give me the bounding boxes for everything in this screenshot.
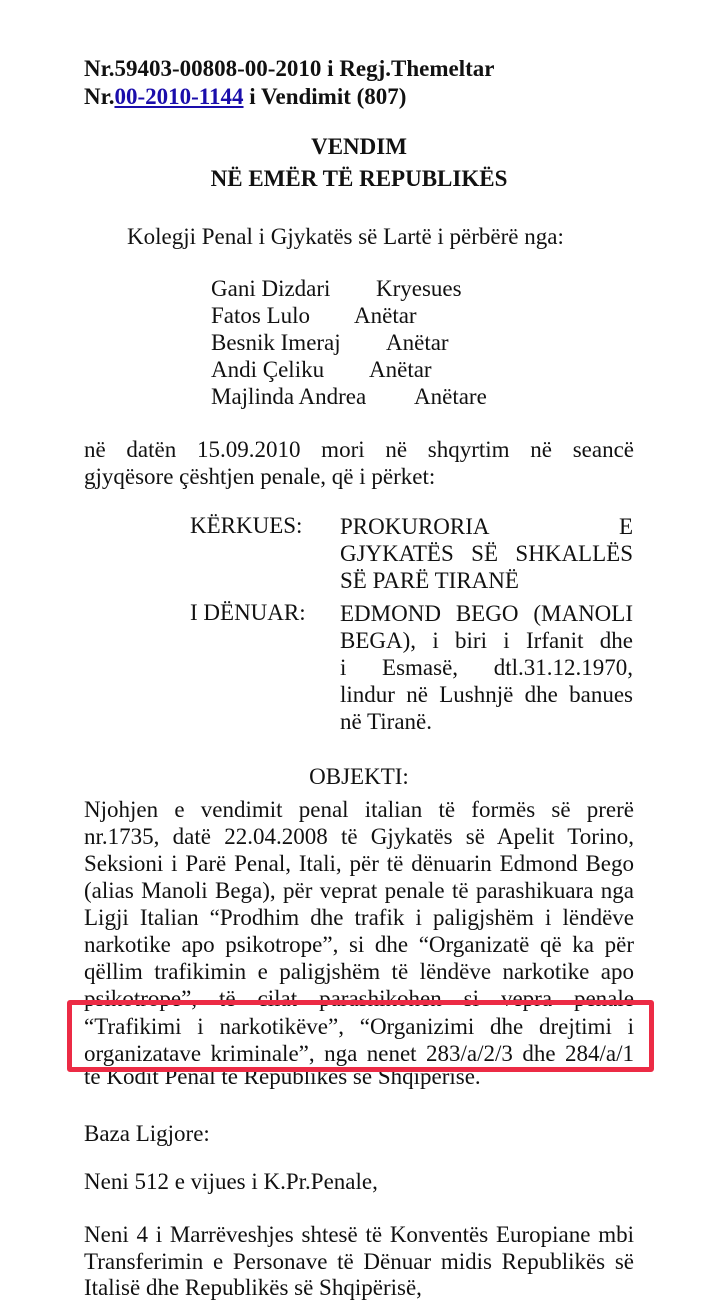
convicted-line: EDMOND BEGO (MANOLI: [340, 601, 633, 626]
convicted-line: në Tiranë.: [340, 709, 432, 734]
member-role: Anëtar: [354, 303, 417, 328]
decision-title: VENDIM: [311, 134, 407, 159]
court-intro: Kolegji Penal i Gjykatës së Lartë i përbërë nga:: [127, 224, 564, 249]
decision-number-prefix: Nr.: [84, 84, 115, 109]
requester-line: PROKURORIA E: [340, 514, 633, 539]
object-line-partial: [84, 1064, 634, 1089]
member-role: Kryesues: [376, 276, 462, 301]
object-line: të Kodit Penal të Republikës së Shqipërisë.: [84, 1064, 481, 1089]
legal-basis-heading: Baza Ligjore:: [84, 1121, 210, 1146]
member-name: Majlinda Andrea: [211, 384, 367, 409]
convicted-line: i Esmasë, dtl.31.12.1970,: [340, 655, 633, 680]
convicted-label: I DËNUAR:: [190, 600, 306, 625]
convicted-line: lindur në Lushnjë dhe banues: [340, 682, 633, 707]
convicted-block: [340, 600, 633, 735]
legal-basis-item: Neni 512 e vijues i K.Pr.Penale,: [84, 1169, 378, 1194]
decision-number-suffix: i Vendimit (807): [243, 84, 407, 109]
object-heading: OBJEKTI:: [309, 764, 409, 789]
object-line-partial: [84, 985, 634, 1011]
object-line: Ligji Italian “Prodhim dhe trafik i paligjshëm i lëndëve: [84, 905, 634, 930]
member-name: Gani Dizdari: [211, 276, 331, 301]
convicted-line: BEGA), i biri i Irfanit dhe: [340, 628, 633, 653]
object-line: Seksioni i Parë Penal, Itali, për të dënuarin Edmond Bego: [84, 851, 634, 876]
object-line: narkotike apo psikotrope”, si dhe “Organizatë që ka për: [84, 932, 634, 957]
object-line: organizatave kriminale”, nga nenet 283/a/2/3 dhe 284/a/1: [84, 1041, 634, 1066]
object-line: nr.1735, datë 22.04.2008 të Gjykatës së Apelit Torino,: [84, 824, 634, 849]
member-role: Anëtare: [414, 384, 487, 409]
requester-line: SË PARË TIRANË: [340, 568, 519, 593]
decision-link[interactable]: 00-2010-1144: [114, 84, 244, 109]
object-line: “Trafikimi i narkotikëve”, “Organizimi dhe drejtimi i: [84, 1014, 634, 1039]
decision-subtitle: NË EMËR TË REPUBLIKËS: [210, 166, 508, 191]
object-line: (alias Manoli Bega), për veprat penale të parashikuara nga: [84, 878, 634, 903]
member-role: Anëtar: [386, 330, 449, 355]
member-name: Fatos Lulo: [211, 303, 311, 328]
registry-number: Nr.59403-00808-00-2010 i Regj.Themeltar: [84, 56, 495, 81]
object-line: Njohjen e vendimit penal italian të formës së prerë: [84, 797, 634, 822]
object-line: psikotrope”, të cilat parashikohen si vepra penale: [84, 986, 634, 1011]
member-name: Andi Çeliku: [211, 357, 325, 382]
legal-basis-line: Italisë dhe Republikës së Shqipërisë,: [84, 1275, 422, 1300]
legal-basis-line-partial: [84, 1274, 634, 1300]
legal-basis-line: Transferimin e Personave të Dënuar midis Republikës së: [84, 1249, 634, 1274]
highlight-box: [67, 1000, 654, 1072]
requester-label: KËRKUES:: [190, 513, 303, 538]
requester-line: GJYKATËS SË SHKALLËS: [340, 541, 633, 566]
member-name: Besnik Imeraj: [211, 330, 341, 355]
hearing-line: gjyqësore çështjen penale, që i përket:: [84, 464, 436, 489]
member-role: Anëtar: [369, 357, 432, 382]
requester-block: [340, 513, 633, 594]
hearing-line: në datën 15.09.2010 mori në shqyrtim në seancë: [84, 437, 634, 462]
decision-number: [84, 84, 406, 110]
object-line: qëllim trafikimin e paligjshëm të lëndëve narkotike apo: [84, 959, 634, 984]
legal-basis-line: Neni 4 i Marrëveshjes shtesë të Konventës Europiane mbi: [84, 1222, 634, 1247]
